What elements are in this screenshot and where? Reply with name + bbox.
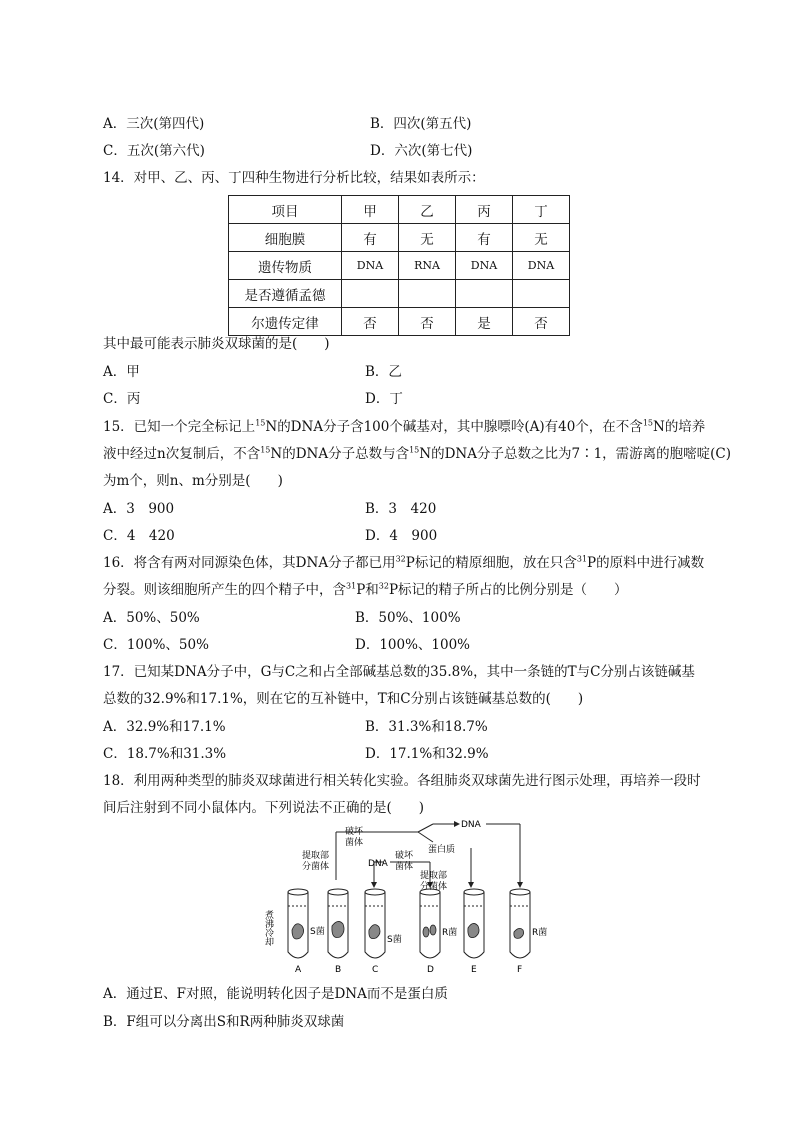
q18-line-2: 间后注射到不同小鼠体内。下列说法不正确的是( ) bbox=[103, 800, 425, 816]
q16-line-2 bbox=[103, 581, 628, 599]
table-row bbox=[229, 252, 570, 280]
q15-option-c: C．4 420 bbox=[103, 528, 175, 544]
superscript: 32 bbox=[378, 581, 389, 591]
bacteria-blob bbox=[423, 927, 429, 937]
q13-option-d: D．六次(第七代) bbox=[370, 143, 473, 159]
table-cell bbox=[456, 280, 513, 308]
text: N的DNA分子含100个碱基对，其中腺嘌呤(A)有40个，在不含 bbox=[265, 419, 643, 435]
arrow-head bbox=[371, 882, 377, 888]
superscript: 15 bbox=[260, 445, 271, 455]
label-dna: DNA bbox=[461, 820, 481, 830]
text: 15．已知一个完全标记上 bbox=[103, 419, 256, 435]
superscript: 31 bbox=[576, 554, 588, 564]
q15-option-d: D．4 900 bbox=[365, 528, 438, 544]
tube-mouth bbox=[365, 889, 385, 895]
tube-label-d: D bbox=[427, 965, 434, 975]
table-cell: 无 bbox=[399, 224, 456, 252]
q15-line-3: 为m个，则n、m分别是( ) bbox=[103, 473, 283, 489]
table-cell bbox=[399, 280, 456, 308]
label-s: S菌 bbox=[310, 927, 325, 937]
bacteria-blob bbox=[468, 923, 479, 937]
q16-option-d: D．100%、100% bbox=[355, 637, 471, 653]
label-protein: 蛋白质 bbox=[428, 845, 456, 855]
label-extract-2: 提取部 bbox=[420, 871, 448, 881]
table-cell: 是否遵循孟德 bbox=[229, 280, 342, 308]
tube-label-b: B bbox=[335, 965, 342, 975]
q14-option-d: D．丁 bbox=[365, 391, 403, 407]
superscript: 32 bbox=[395, 554, 406, 564]
text: 液中经过n次复制后，不含 bbox=[103, 446, 261, 462]
q14-option-a: A．甲 bbox=[103, 364, 140, 380]
table-header-row bbox=[229, 196, 570, 224]
table-header-cell: 丁 bbox=[513, 196, 570, 224]
superscript: 15 bbox=[255, 418, 266, 428]
table-cell: 否 bbox=[399, 308, 456, 336]
table-cell: RNA bbox=[399, 252, 456, 280]
table-row bbox=[229, 224, 570, 252]
superscript: 15 bbox=[642, 418, 653, 428]
label-destroy-2: 菌体 bbox=[395, 862, 414, 872]
label-destroy: 破坏 bbox=[345, 827, 364, 837]
bacteria-blob bbox=[514, 928, 524, 938]
table-cell: 无 bbox=[513, 224, 570, 252]
q15-option-b: B．3 420 bbox=[365, 501, 437, 517]
tube-mouth bbox=[510, 889, 530, 895]
label-r: R菌 bbox=[532, 928, 548, 938]
bacteria-blob bbox=[430, 925, 436, 935]
table-row bbox=[229, 308, 570, 336]
bacteria-blob bbox=[332, 921, 344, 937]
table-cell: 尔遗传定律 bbox=[229, 308, 342, 336]
q17-line-2: 总数的32.9%和17.1%，则在它的互补链中，T和C分别占该链碱基总数的( ) bbox=[103, 691, 584, 707]
arrow-head bbox=[454, 821, 460, 827]
text: P标记的精子所占的比例分别是（ ） bbox=[388, 582, 628, 598]
text: N的DNA分子总数与含 bbox=[270, 446, 410, 462]
table-cell: 否 bbox=[342, 308, 399, 336]
tube-label-f: F bbox=[517, 965, 523, 975]
text: N的DNA分子总数之比为7∶1，需游离的胞嘧啶(C) bbox=[419, 446, 732, 462]
superscript: 31 bbox=[346, 581, 357, 591]
test-tube-f bbox=[510, 892, 530, 958]
text: P和 bbox=[356, 582, 379, 598]
tube-mouth bbox=[288, 889, 308, 895]
label-destroy-2: 破坏 bbox=[395, 851, 414, 861]
connector-line bbox=[418, 832, 433, 842]
connector-line bbox=[418, 824, 433, 832]
q18-experiment-figure bbox=[263, 820, 558, 977]
text: 分裂。则该细胞所产生的四个精子中，含 bbox=[103, 582, 346, 598]
q17-option-c: C．18.7%和31.3% bbox=[103, 746, 227, 762]
tube-mouth bbox=[464, 889, 484, 895]
q16-line-1 bbox=[103, 554, 704, 572]
arrow-head bbox=[468, 882, 474, 888]
table-cell: 否 bbox=[513, 308, 570, 336]
tube-mouth bbox=[328, 889, 348, 895]
label-boil: 煮沸冷却 bbox=[263, 910, 273, 946]
q14-question: 其中最可能表示肺炎双球菌的是( ) bbox=[103, 336, 330, 352]
text: N的培养 bbox=[653, 419, 706, 435]
table-header-cell: 项目 bbox=[229, 196, 342, 224]
q16-option-a: A．50%、50% bbox=[103, 610, 200, 626]
q16-option-b: B．50%、100% bbox=[355, 610, 461, 626]
superscript: 15 bbox=[409, 445, 420, 455]
table-cell bbox=[513, 280, 570, 308]
q17-line-1: 17．已知某DNA分子中，G与C之和占全部碱基总数的35.8%，其中一条链的T与C分别占该链碱基 bbox=[103, 664, 695, 680]
table-cell: DNA bbox=[456, 252, 513, 280]
q15-line-2 bbox=[103, 445, 731, 463]
table-cell: 有 bbox=[342, 224, 399, 252]
q13-option-a: A．三次(第四代) bbox=[103, 116, 205, 132]
q18-option-b: B．F组可以分离出S和R两种肺炎双球菌 bbox=[103, 1014, 345, 1030]
q18-line-1: 18．利用两种类型的肺炎双球菌进行相关转化实验。各组肺炎双球菌先进行图示处理，再培养一段时 bbox=[103, 773, 701, 789]
tube-label-a: A bbox=[295, 965, 302, 975]
label-s: S菌 bbox=[387, 935, 402, 945]
table-header-cell: 丙 bbox=[456, 196, 513, 224]
table-cell: 是 bbox=[456, 308, 513, 336]
bacteria-blob bbox=[292, 924, 304, 939]
q14-option-c: C．丙 bbox=[103, 391, 141, 407]
table-cell: 有 bbox=[456, 224, 513, 252]
q17-option-b: B．31.3%和18.7% bbox=[365, 719, 488, 735]
table-cell: DNA bbox=[342, 252, 399, 280]
text: P标记的精原细胞，放在只含 bbox=[405, 555, 577, 571]
text: P的原料中进行减数 bbox=[587, 555, 705, 571]
label-r: R菌 bbox=[442, 928, 458, 938]
table-cell bbox=[342, 280, 399, 308]
q13-option-c: C．五次(第六代) bbox=[103, 143, 205, 159]
tube-label-e: E bbox=[471, 965, 477, 975]
q15-option-a: A．3 900 bbox=[103, 501, 175, 517]
text: 16．将含有两对同源染色体，其DNA分子都已用 bbox=[103, 555, 396, 571]
table-header-cell: 乙 bbox=[399, 196, 456, 224]
q17-option-d: D．17.1%和32.9% bbox=[365, 746, 489, 762]
table-header-cell: 甲 bbox=[342, 196, 399, 224]
table-cell: 遗传物质 bbox=[229, 252, 342, 280]
arrow-head bbox=[517, 882, 523, 888]
label-extract-2: 分菌体 bbox=[420, 882, 448, 892]
q16-option-c: C．100%、50% bbox=[103, 637, 209, 653]
label-extract: 提取部 bbox=[302, 851, 330, 861]
table-cell: 细胞膜 bbox=[229, 224, 342, 252]
q14-option-b: B．乙 bbox=[365, 364, 402, 380]
test-tube-d bbox=[420, 892, 440, 958]
q14-stem: 14．对甲、乙、丙、丁四种生物进行分析比较，结果如表所示： bbox=[103, 170, 485, 186]
tube-label-c: C bbox=[372, 965, 379, 975]
q18-option-a: A．通过E、F对照，能说明转化因子是DNA而不是蛋白质 bbox=[103, 986, 448, 1002]
bacteria-blob bbox=[369, 925, 380, 939]
q13-option-b: B．四次(第五代) bbox=[370, 116, 472, 132]
q17-option-a: A．32.9%和17.1% bbox=[103, 719, 226, 735]
label-dna-2: DNA bbox=[368, 859, 388, 869]
q14-results-table bbox=[228, 195, 570, 336]
label-extract: 分菌体 bbox=[302, 862, 330, 872]
label-destroy: 菌体 bbox=[345, 838, 364, 848]
table-row bbox=[229, 280, 570, 308]
q15-line-1 bbox=[103, 418, 705, 436]
table-cell: DNA bbox=[513, 252, 570, 280]
